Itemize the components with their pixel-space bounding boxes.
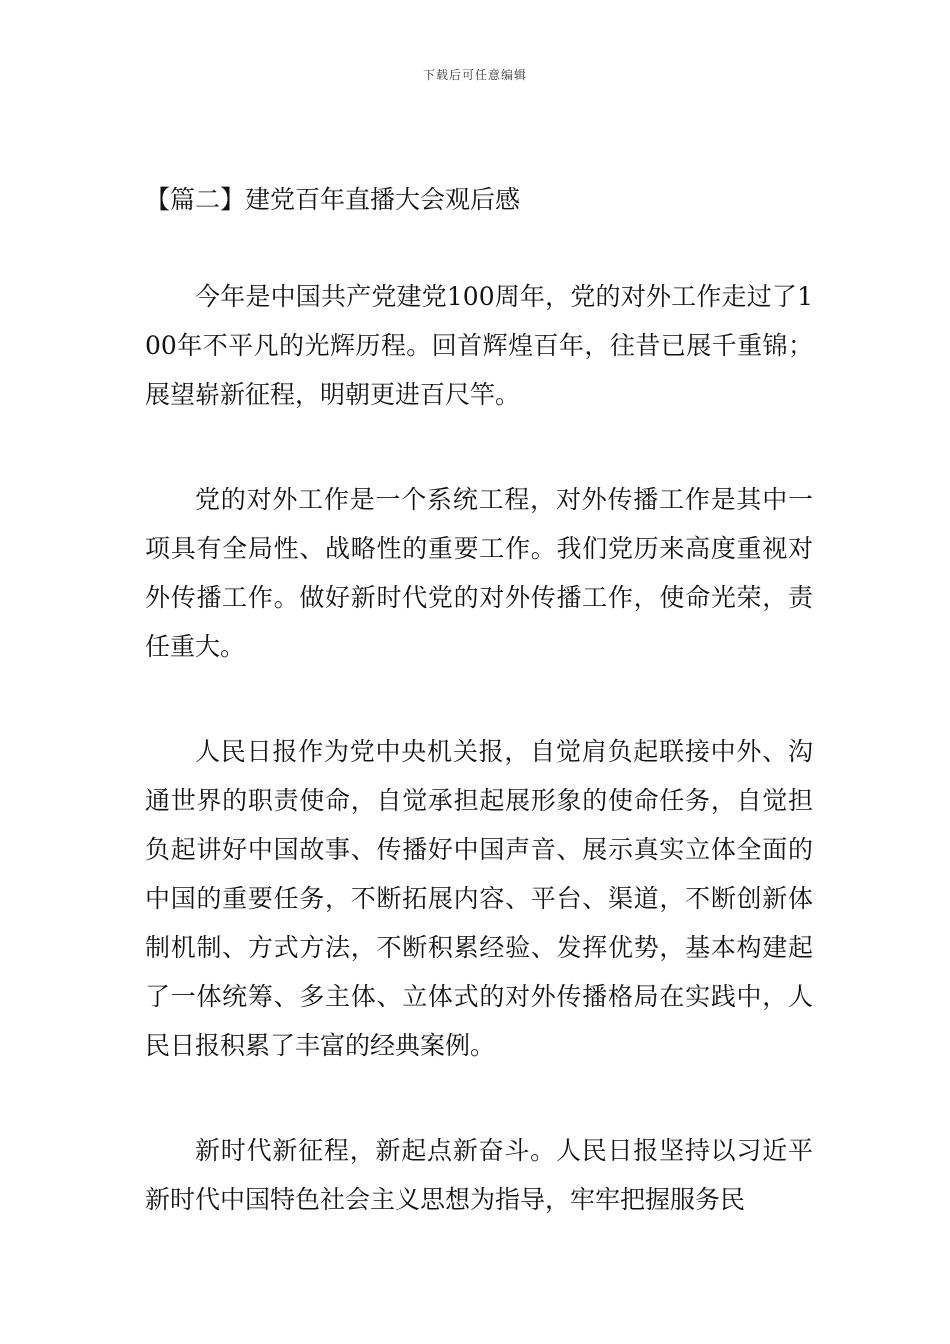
header-note: 下载后可任意编辑 [422,68,527,82]
paragraph-3: 人民日报作为党中央机关报，自觉肩负起联接中外、沟通世界的职责使命，自觉承担起展形象的使命任务，自觉担负起讲好中国故事、传播好中国声音、展示真实立体全面的中国的重要任务，不断拓展内容、平台、渠道，不断创新体制机制、方式方法，不断积累经验、发挥优势，基本构建起了一体统筹、多主体、立体式的对外传播格局在实践中，人民日报积累了丰富的经典案例。 [145,737,813,1060]
paragraph-2: 党的对外工作是一个系统工程，对外传播工作是其中一项具有全局性、战略性的重要工作。我们党历来高度重视对外传播工作。做好新时代党的对外传播工作，使命光荣，责任重大。 [145,485,813,661]
paragraph-1: 今年是中国共产党建党100周年，党的对外工作走过了100年不平凡的光辉历程。回首辉煌百年，往昔已展千重锦；展望崭新征程，明朝更进百尺竿。 [145,282,813,409]
paragraph-4: 新时代新征程，新起点新奋斗。人民日报坚持以习近平新时代中国特色社会主义思想为指导，牢牢把握服务民 [145,1136,813,1214]
document-body [145,180,813,1224]
document-title: 【篇二】建党百年直播大会观后感 [145,185,521,214]
